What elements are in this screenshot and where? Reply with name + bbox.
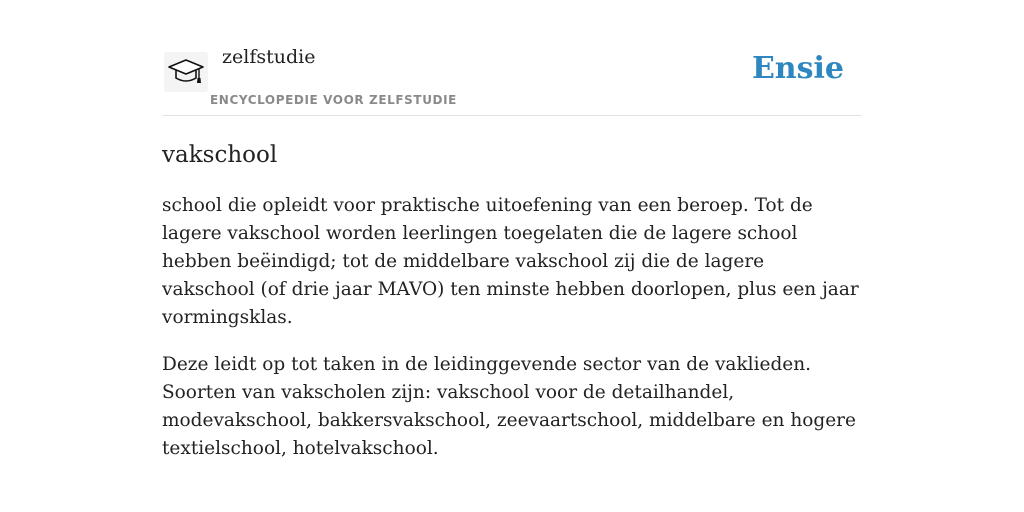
article-title: vakschool [162, 142, 278, 168]
brand-logo[interactable]: Ensie [751, 51, 844, 86]
site-logo[interactable] [164, 52, 208, 92]
article-body [162, 192, 862, 463]
site-header [162, 0, 862, 116]
article-paragraph: Deze leidt op tot taken in de leidinggevende sector van de vaklieden. Soorten van vakscholen zijn: vakschool voor de detailhandel, modevakschool, bakkersvakschool, zeevaartschool, middelbare en hogere textielschool, hotelvakschool. [162, 354, 856, 459]
article-paragraph: school die opleidt voor praktische uitoefening van een beroep. Tot de lagere vakschool worden leerlingen toegelaten die de lagere school hebben beëindigd; tot de middelbare vakschool zij die de lagere vakschool (of drie jaar MAVO) ten minste hebben doorlopen, plus een jaar vormingsklas. [162, 195, 859, 328]
site-name[interactable]: zelfstudie [222, 46, 316, 68]
site-tagline: ENCYCLOPEDIE VOOR ZELFSTUDIE [210, 93, 457, 107]
page [162, 0, 862, 463]
